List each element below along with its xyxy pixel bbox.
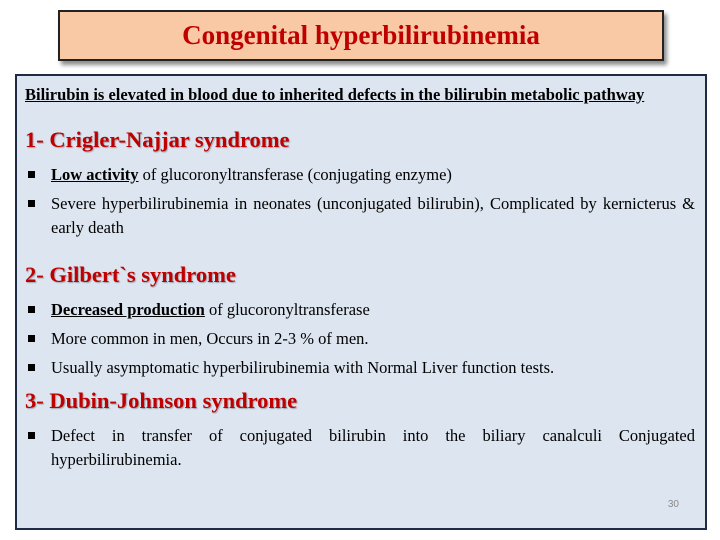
list-item: [25, 356, 695, 380]
emphasis-text: Decreased production: [51, 300, 205, 319]
bullet-list-crigler-najjar: [25, 163, 695, 240]
list-item: [25, 163, 695, 187]
list-item: [25, 298, 695, 322]
bullet-text: More common in men, Occurs in 2-3 % of men.: [51, 329, 369, 348]
section-heading-crigler-najjar: 1- Crigler-Najjar syndrome: [25, 127, 290, 152]
bullet-text: Severe hyperbilirubinemia in neonates (unconjugated bilirubin), Complicated by kernicterus & early death: [51, 194, 695, 237]
section-heading-gilbert: 2- Gilbert`s syndrome: [25, 262, 236, 287]
bullet-text: of glucoronyltransferase: [204, 300, 370, 319]
square-bullet-icon: [28, 171, 35, 178]
intro-text: Bilirubin is elevated in blood due to inherited defects in the bilirubin metabolic pathway: [25, 85, 645, 104]
bullet-list-dubin-johnson: [25, 424, 695, 472]
square-bullet-icon: [28, 200, 35, 207]
page-number: 30: [667, 499, 679, 510]
list-item: [25, 424, 695, 472]
square-bullet-icon: [28, 306, 35, 313]
square-bullet-icon: [28, 364, 35, 371]
slide-content-box: [15, 74, 707, 530]
bullet-text: Defect in transfer of conjugated bilirubin into the biliary canalculi Conjugated hyperbilirubinemia.: [51, 426, 695, 469]
slide-title-box: [58, 10, 664, 61]
list-item: [25, 192, 695, 240]
emphasis-text: Low activity: [51, 165, 139, 184]
bullet-text: Usually asymptomatic hyperbilirubinemia with Normal Liver function tests.: [51, 358, 555, 377]
list-item: [25, 327, 695, 351]
section-heading-dubin-johnson: 3- Dubin-Johnson syndrome: [25, 388, 298, 413]
square-bullet-icon: [28, 432, 35, 439]
bullet-list-gilbert: [25, 298, 695, 380]
bullet-text: of glucoronyltransferase (conjugating enzyme): [138, 165, 452, 184]
slide-title: Congenital hyperbilirubinemia: [182, 20, 540, 50]
square-bullet-icon: [28, 335, 35, 342]
